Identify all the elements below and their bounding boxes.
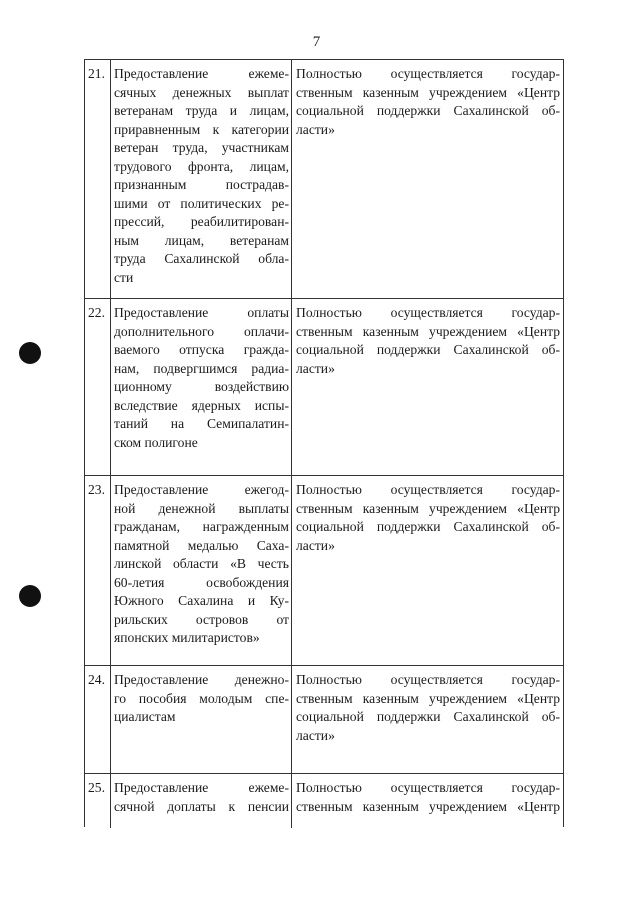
table-row <box>85 666 563 774</box>
table-row <box>85 60 563 299</box>
row-number: 23. <box>85 476 111 665</box>
row-number: 21. <box>85 60 111 298</box>
service-name: Предоставление денежно- го пособия молодым спе- циалистам <box>111 666 292 773</box>
service-executor: Полностью осуществляется государ- ственным казенным учреждением «Центр социальной поддержки Сахалинской об- ласти» <box>296 305 560 376</box>
punch-hole <box>19 585 41 607</box>
row-number: 24. <box>85 666 111 773</box>
service-executor: Полностью осуществляется государ- ственным казенным учреждением «Центр социальной поддержки Сахалинской об- ласти» <box>296 66 560 137</box>
service-name: Предоставление ежегод- ной денежной выплаты гражданам, награжденным памятной медалью Саха- линской области «В честь 60-летия освобождения Южного Сахалина и Ку- рильских островов от японских милитаристов» <box>111 476 292 665</box>
services-table <box>84 59 564 827</box>
service-name: Предоставление ежеме- сячной доплаты к пенсии <box>111 774 292 828</box>
table-row <box>85 774 563 828</box>
service-name: Предоставление ежеме- сячных денежных выплат ветеранам труда и лицам, приравненным к категории ветеран труда, участникам трудового фронта, лицам, признанным пострадав- шими от политических ре- прессий, реабилитирован- ным лицам, ветеранам труда Сахалинской обла- сти <box>111 60 292 298</box>
service-executor: Полностью осуществляется государ- ственным казенным учреждением «Центр социальной поддержки Сахалинской об- ласти» <box>296 672 560 743</box>
table-row <box>85 299 563 476</box>
row-number: 22. <box>85 299 111 475</box>
service-name: Предоставление оплаты дополнительного оплачи- ваемого отпуска гражда- нам, подвергшимся радиа- ционному воздействию вследствие ядерных испы- таний на Семипалатин- ском полигоне <box>111 299 292 475</box>
service-executor: Полностью осуществляется государ- ственным казенным учреждением «Центр социальной поддержки Сахалинской об- ласти» <box>296 482 560 553</box>
service-executor: Полностью осуществляется государ- ственным казенным учреждением «Центр <box>296 780 560 814</box>
punch-hole <box>19 342 41 364</box>
table-row <box>85 476 563 666</box>
row-number: 25. <box>85 774 111 828</box>
page-number: 7 <box>312 34 321 50</box>
